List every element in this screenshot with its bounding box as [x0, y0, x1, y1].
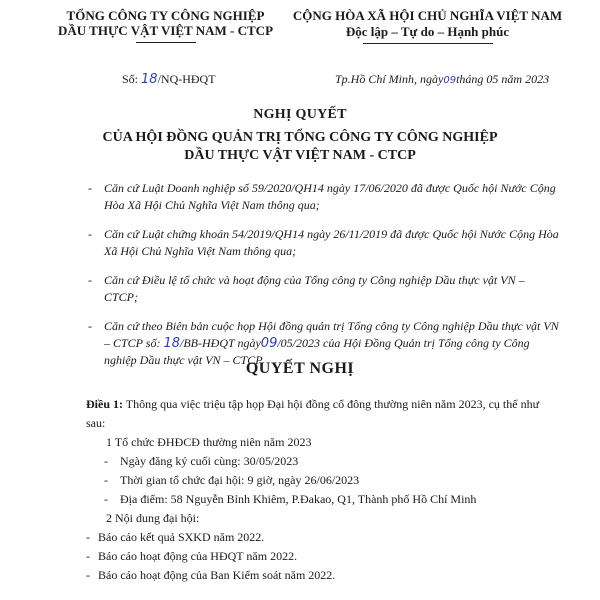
- document-subtitle: [0, 129, 600, 165]
- org-underline: [136, 42, 196, 43]
- subtitle-line1: CỦA HỘI ĐỒNG QUẢN TRỊ TỔNG CÔNG TY CÔNG NGHIỆP: [102, 130, 498, 145]
- article-1-intro: [86, 395, 556, 433]
- country-name: CỘNG HÒA XÃ HỘI CHỦ NGHĨA VIỆT NAM: [292, 8, 563, 23]
- basis-text-middle: /BB-HĐQT ngày: [180, 336, 261, 350]
- legal-basis-item: - Căn cứ Luật chứng khoán 54/2019/QH14 ngày 26/11/2019 đã được Quốc hội Nước Cộng Hòa Xã Hội Chủ Nghĩa Việt Nam thông qua;: [80, 226, 560, 260]
- national-header: [285, 8, 570, 44]
- subtitle-line2: DẦU THỰC VẬT VIỆT NAM - CTCP: [184, 148, 416, 163]
- basis-text-before: Căn cứ theo Biên bản cuộc họp Hội đồng quản trị Tổng công ty Công nghiệp Dầu thực vật VN – CTCP số:: [104, 319, 559, 350]
- date-prefix: Tp.Hồ Chí Minh, ngày: [335, 72, 444, 86]
- motto-underline: [363, 43, 493, 44]
- section-1-item: - Địa điểm: 58 Nguyễn Bỉnh Khiêm, P.Đakao, Q1, Thành phố Hồ Chí Minh: [86, 490, 556, 509]
- reference-number-handwritten: 18: [141, 72, 158, 87]
- legal-bases-list: [80, 180, 560, 381]
- document-date: [335, 72, 549, 87]
- section-2-item: - Báo cáo hoạt động của HĐQT năm 2022.: [86, 547, 556, 566]
- reference-prefix: Số:: [122, 72, 139, 86]
- decision-heading: QUYẾT NGHỊ: [245, 360, 355, 377]
- org-name-line2: DẦU THỰC VẬT VIỆT NAM - CTCP: [58, 23, 274, 38]
- section-1-item: - Thời gian tổ chức đại hội: 9 giờ, ngày 26/06/2023: [86, 471, 556, 490]
- legal-basis-item: - Căn cứ Luật Doanh nghiệp số 59/2020/QH14 ngày 17/06/2020 đã được Quốc hội Nước Cộng Hòa Xã Hội Chủ Nghĩa Việt Nam thông qua;: [80, 180, 560, 214]
- article-1: [86, 395, 556, 585]
- national-motto: Độc lập – Tự do – Hạnh phúc: [345, 24, 510, 39]
- section-1-title: 1 Tổ chức ĐHĐCĐ thường niên năm 2023: [106, 435, 312, 449]
- date-suffix: tháng 05 năm 2023: [456, 72, 550, 86]
- section-1-item: - Ngày đăng ký cuối cùng: 30/05/2023: [86, 452, 556, 471]
- section-2-title: 2 Nội dung đại hội:: [106, 511, 200, 525]
- section-2-item: - Báo cáo hoạt động của Ban Kiểm soát năm 2022.: [86, 566, 556, 585]
- article-text: Thông qua việc triệu tập họp Đại hội đồng cổ đông thường niên năm 2023, cụ thể như sau:: [86, 397, 540, 430]
- organization-header: [58, 8, 273, 43]
- date-day-handwritten: 09: [443, 75, 457, 86]
- legal-basis-item: - Căn cứ Điều lệ tổ chức và hoạt động của Tổng công ty Công nghiệp Dầu thực vật VN – CTCP;: [80, 272, 560, 306]
- document-title: NGHỊ QUYẾT: [253, 107, 347, 122]
- article-label: Điều 1:: [86, 397, 123, 411]
- section-2-item: - Báo cáo kết quả SXKD năm 2022.: [86, 528, 556, 547]
- reference-suffix: /NQ-HĐQT: [157, 72, 216, 86]
- minutes-number-handwritten: 18: [163, 336, 181, 351]
- minutes-day-handwritten: 09: [260, 336, 278, 351]
- org-name-line1: TỔNG CÔNG TY CÔNG NGHIỆP: [66, 8, 265, 23]
- document-reference: [122, 72, 216, 87]
- basis-text-after: /05/2023 của Hội Đồng Quản trị Tổng công ty Công nghiệp Dầu thực vật VN – CTCP.: [104, 336, 530, 367]
